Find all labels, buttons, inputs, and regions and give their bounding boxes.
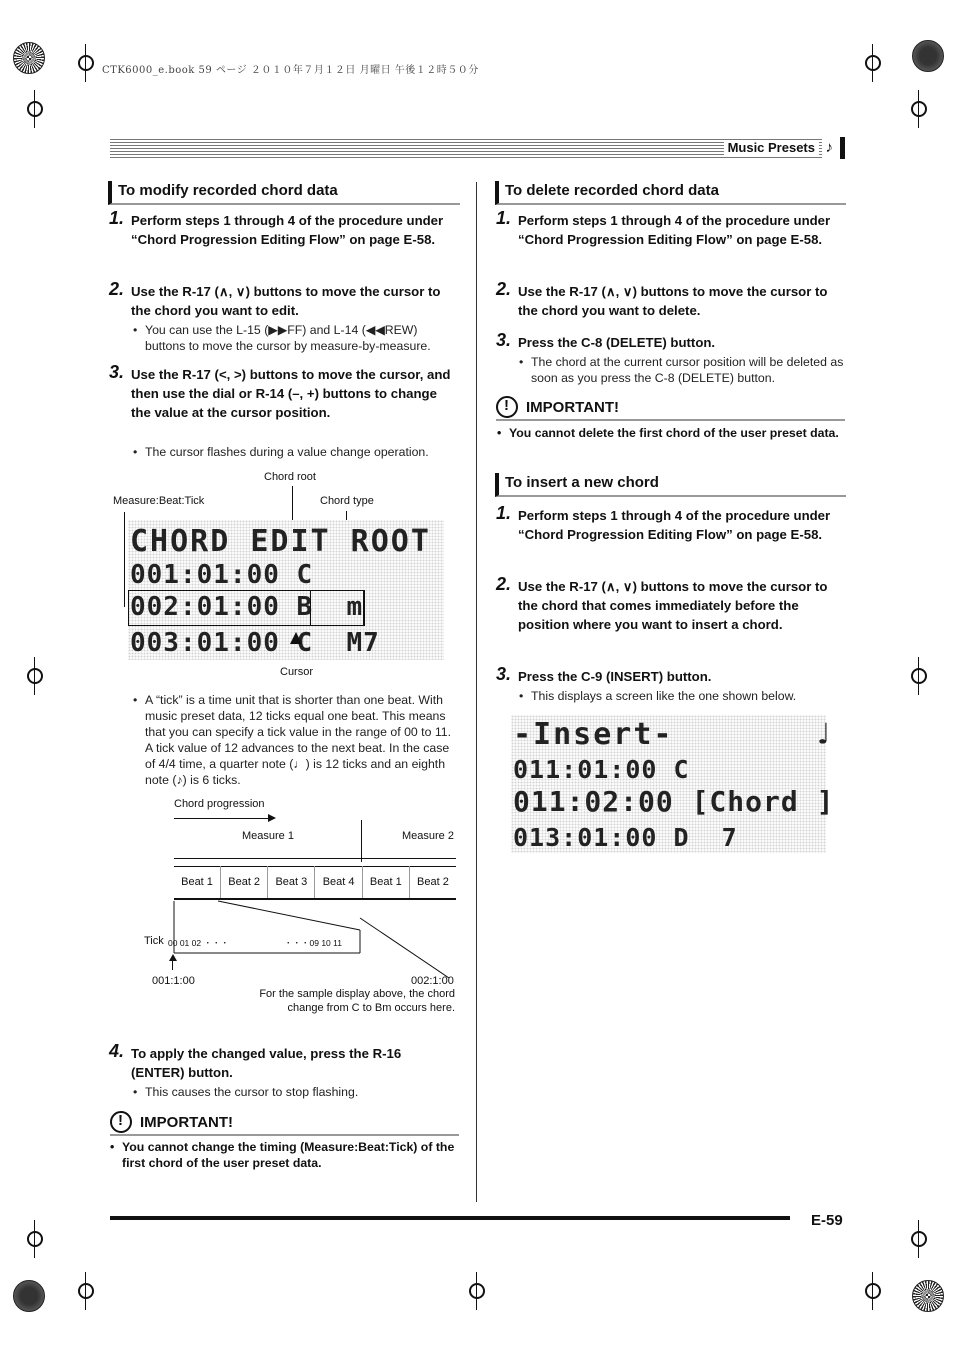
step-note: This displays a screen like the one shown below. bbox=[531, 689, 797, 703]
crosshair-mark-icon bbox=[908, 665, 930, 687]
print-info-line: CTK6000_e.book 59 ページ ２０１０年７月１２日 月曜日 午後１２時５０分 bbox=[102, 65, 479, 76]
ticks-right: ・・・09 10 11 bbox=[284, 938, 342, 948]
running-header bbox=[110, 137, 845, 159]
crosshair-mark-icon bbox=[908, 1228, 930, 1250]
crosshair-mark-icon bbox=[862, 1280, 884, 1302]
section-title-insert: To insert a new chord bbox=[495, 473, 846, 497]
registration-circle-icon bbox=[13, 1280, 45, 1312]
crosshair-mark-icon bbox=[75, 1280, 97, 1302]
beat-cell: Beat 1 bbox=[174, 867, 221, 899]
label-tick: Tick bbox=[144, 935, 164, 947]
delete-step-1: 1. Perform steps 1 through 4 of the procedure under “Chord Progression Editing Flow” on page E-58. bbox=[518, 211, 843, 249]
crosshair-mark-icon bbox=[24, 98, 46, 120]
section-title-modify: To modify recorded chord data bbox=[108, 181, 460, 205]
lcd-display-insert: -Insert- ♩ 011:01:00 C 011:02:00 [Chord ] 013:01:00 D 7 bbox=[513, 717, 835, 852]
beat-cell: Beat 2 bbox=[221, 867, 268, 899]
beat-cell: Beat 1 bbox=[362, 867, 409, 899]
crosshair-mark-icon bbox=[75, 52, 97, 74]
timing-diagram bbox=[144, 798, 464, 1023]
important-text-left: • You cannot change the timing (Measure:Beat:Tick) of the first chord of the user preset data. bbox=[110, 1140, 455, 1170]
delete-step-3: 3. Press the C-8 (DELETE) button. • The chord at the current cursor position will be deleted as soon as you press the C-8 (DELETE) button. bbox=[496, 330, 844, 385]
diagram-caption: For the sample display above, the chord change from C to Bm occurs here. bbox=[259, 988, 455, 1014]
arrow-up-icon bbox=[169, 954, 177, 961]
label-chord-type: Chord type bbox=[320, 495, 374, 507]
step-note: The cursor flashes during a value change operation. bbox=[145, 445, 429, 459]
label-chord-progression: Chord progression bbox=[174, 798, 265, 810]
step-note: This causes the cursor to stop flashing. bbox=[145, 1085, 359, 1099]
step-4: 4. To apply the changed value, press the R-16 (ENTER) button. • This causes the cursor to stop flashing. bbox=[131, 1044, 451, 1082]
step-text: Use the R-17 (<, >) buttons to move the cursor, and then use the dial or R-14 (–, +) buttons to change the value at the cursor position. bbox=[131, 367, 451, 420]
important-text-right: • You cannot delete the first chord of the user preset data. bbox=[497, 426, 839, 440]
music-note-icon: ♪ bbox=[825, 139, 833, 156]
label-cursor: Cursor bbox=[280, 666, 314, 678]
step-text: To apply the changed value, press the R-16 (ENTER) button. bbox=[131, 1046, 402, 1080]
step-text: Use the R-17 (∧, ∨) buttons to move the cursor to the chord that comes immediately before the position where you want to insert a chord. bbox=[518, 579, 828, 632]
tick-explanation: • A “tick” is a time unit that is shorter than one beat. With music preset data, 12 ticks equal one beat. This means that you can specify a tick value in the range of 00 to 11. A tick value of 12 advances to the next beat. In the case of 4/4 time, a quarter note (♩) is 12 ticks and an eighth note (♪) is 6 ticks. bbox=[133, 693, 452, 787]
label-measure-2: Measure 2 bbox=[402, 830, 454, 842]
crosshair-mark-icon bbox=[862, 52, 884, 74]
cursor-arrow-icon bbox=[290, 632, 302, 644]
step-2: 2. Use the R-17 (∧, ∨) buttons to move the cursor to the chord you want to edit. • You can use the L-15 (▶▶FF) and L-14 (◀◀REW) buttons to move the cursor by measure-by-measure. bbox=[131, 282, 451, 320]
step-text: Use the R-17 (∧, ∨) buttons to move the cursor to the chord you want to delete. bbox=[518, 284, 828, 318]
caution-icon bbox=[110, 1111, 132, 1133]
step-text: Perform steps 1 through 4 of the procedure under “Chord Progression Editing Flow” on page E-58. bbox=[131, 213, 444, 247]
beat-table bbox=[174, 866, 456, 900]
beat-cell: Beat 2 bbox=[417, 876, 449, 889]
insert-step-1: 1. Perform steps 1 through 4 of the procedure under “Chord Progression Editing Flow” on page E-58. bbox=[518, 506, 843, 544]
column-divider bbox=[476, 182, 477, 1202]
insert-step-3: 3. Press the C-9 (INSERT) button. • This displays a screen like the one shown below. bbox=[518, 667, 843, 686]
caution-icon bbox=[496, 396, 518, 418]
footer-rule bbox=[110, 1216, 790, 1220]
insert-step-2: 2. Use the R-17 (∧, ∨) buttons to move the cursor to the chord that comes immediately before the position where you want to insert a chord. bbox=[518, 577, 843, 634]
delete-step-2: 2. Use the R-17 (∧, ∨) buttons to move the cursor to the chord you want to delete. bbox=[518, 282, 843, 320]
step-text: Perform steps 1 through 4 of the procedure under “Chord Progression Editing Flow” on page E-58. bbox=[518, 213, 831, 247]
step-1: 1. Perform steps 1 through 4 of the procedure under “Chord Progression Editing Flow” on page E-58. bbox=[131, 211, 451, 249]
step-text: Press the C-8 (DELETE) button. bbox=[518, 335, 716, 350]
label-measure-1: Measure 1 bbox=[242, 830, 294, 842]
ticks-left: 00 01 02 ・・・ bbox=[168, 938, 229, 948]
step-note: The chord at the current cursor position will be deleted as soon as you press the C-8 (DELETE) button. bbox=[531, 355, 844, 385]
header-title: Music Presets bbox=[724, 140, 819, 155]
step-text: Perform steps 1 through 4 of the procedure under “Chord Progression Editing Flow” on page E-58. bbox=[518, 508, 831, 542]
beat-cell: Beat 3 bbox=[268, 867, 315, 899]
important-heading-right: ! IMPORTANT! bbox=[496, 399, 845, 421]
step-3: 3. Use the R-17 (<, >) buttons to move the cursor, and then use the dial or R-14 (–, +) buttons to change the value at the cursor position. • The cursor flashes during a value change operation. bbox=[109, 362, 451, 459]
registration-circle-icon bbox=[912, 1280, 944, 1312]
step-text: Press the C-9 (INSERT) button. bbox=[518, 669, 712, 684]
step-text: Use the R-17 (∧, ∨) buttons to move the cursor to the chord you want to edit. bbox=[131, 284, 441, 318]
crosshair-mark-icon bbox=[24, 665, 46, 687]
page-number: E-59 bbox=[811, 1212, 843, 1229]
registration-circle-icon bbox=[912, 40, 944, 72]
lcd-display-chord-edit: CHORD EDIT ROOT 001:01:00 C 002:01:00 B m 003:01:00 C M7 bbox=[128, 520, 444, 660]
crosshair-mark-icon bbox=[908, 98, 930, 120]
label-position-left: 001:1:00 bbox=[152, 975, 195, 987]
label-measure-beat-tick: Measure:Beat:Tick bbox=[113, 495, 205, 507]
important-heading-left: ! IMPORTANT! bbox=[110, 1114, 459, 1136]
crosshair-mark-icon bbox=[466, 1280, 488, 1302]
label-position-right: 002:1:00 bbox=[411, 975, 454, 987]
beat-cell: Beat 4 bbox=[315, 867, 362, 899]
section-title-delete: To delete recorded chord data bbox=[495, 181, 846, 205]
crosshair-mark-icon bbox=[24, 1228, 46, 1250]
registration-circle-icon bbox=[13, 42, 45, 74]
step-note: You can use the L-15 (▶▶FF) and L-14 (◀◀REW) buttons to move the cursor by measure-by-measure. bbox=[145, 323, 431, 353]
arrow-right-icon bbox=[268, 814, 276, 822]
label-chord-root: Chord root bbox=[264, 471, 316, 483]
